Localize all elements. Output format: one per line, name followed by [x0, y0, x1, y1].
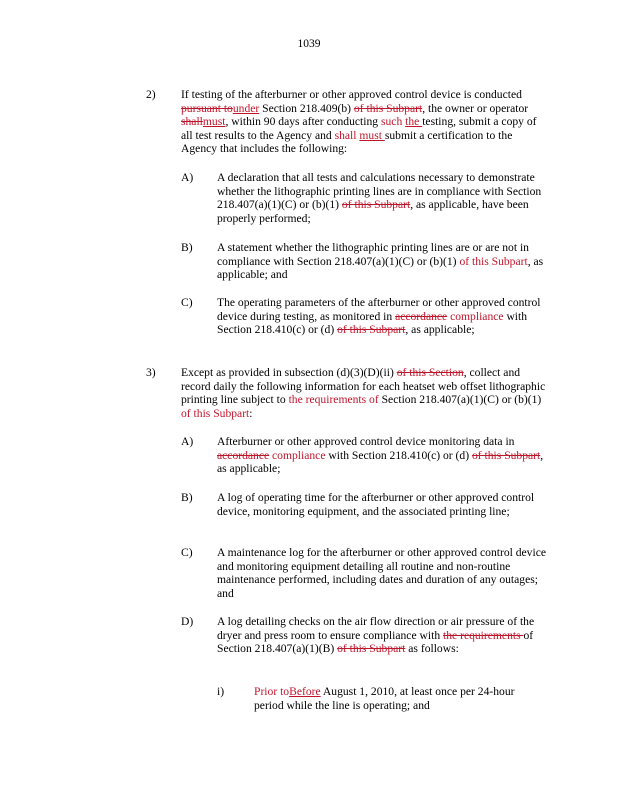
text-segment: , the owner or operator — [422, 101, 529, 115]
deleted-text: of this Subpart — [471, 448, 541, 462]
subparagraph-marker: B) — [181, 491, 193, 504]
text-segment: , as applicable; — [405, 323, 475, 337]
text-segment: A declaration that all tests and calculations necessary to demonstrate whether the lithographic printing lines are in compliance with Section 218.407(a)(1)(C) or (b)(1) — [217, 171, 542, 212]
inserted-text: such — [380, 115, 406, 129]
paragraph-body — [181, 88, 546, 156]
inserted-text: of this Subpart — [181, 406, 250, 420]
text-segment: submit a certification to the Agency that includes the following: — [181, 128, 513, 156]
inserted-text: compliance — [447, 309, 507, 323]
inserted-text: shall — [334, 128, 360, 142]
subparagraph-body — [217, 296, 546, 337]
text-segment: A statement whether the lithographic printing lines are or are not in compliance with Section 218.407(a)(1)(C) or (b)(1) — [217, 241, 529, 268]
deleted-text: shall — [181, 115, 203, 129]
text-segment: with Section 218.410(c) or (d) — [328, 448, 472, 462]
text-segment: A maintenance log for the afterburner or other approved control device and monitoring equipment detailing all routine and non-routine maintenance performed, including dates and duration of any outages; and — [217, 546, 546, 600]
text-segment: Section 218.409(b) — [259, 101, 354, 115]
inserted-text: of this Subpart — [459, 254, 528, 268]
text-segment: The operating parameters of the afterburner or other approved control device during testing, as monitored in — [217, 296, 541, 323]
text-segment: of Section 218.407(a)(1)(B) — [217, 628, 534, 656]
subparagraph-body — [217, 435, 546, 476]
deleted-text: accordance — [395, 309, 448, 323]
subparagraph-marker: D) — [181, 615, 194, 628]
inserted-text: Before — [289, 685, 321, 698]
subsubparagraph-body — [254, 685, 546, 712]
deleted-text: of this Subpart — [341, 198, 411, 212]
subparagraph-body — [217, 241, 546, 282]
paragraph-marker: 2) — [146, 88, 156, 101]
subparagraph-marker: C) — [181, 296, 193, 309]
text-segment: August 1, 2010, at least once per 24-hour period while the line is operating; and — [254, 685, 515, 712]
subparagraph-marker: A) — [181, 435, 194, 448]
text-segment: A log detailing checks on the air flow direction or air pressure of the dryer and press room to ensure compliance with — [217, 615, 535, 642]
deleted-text: the requirements — [443, 628, 524, 642]
text-segment: : — [249, 406, 253, 420]
inserted-text: under — [232, 101, 260, 115]
inserted-text: must — [202, 115, 226, 129]
deleted-text: of this Subpart — [337, 642, 406, 656]
deleted-text: of this Subpart — [353, 101, 423, 115]
text-segment: with Section 218.410(c) or (d) — [217, 309, 528, 337]
deleted-text: of this Section — [396, 366, 464, 379]
deleted-text: of this Subpart — [337, 323, 406, 337]
deleted-text: pursuant to — [181, 101, 233, 115]
subsubparagraph-marker: i) — [217, 685, 225, 698]
subparagraph-body — [217, 615, 546, 656]
text-segment: , as applicable; — [217, 448, 544, 476]
text-segment: If testing of the afterburner or other approved control device is conducted — [181, 88, 522, 101]
inserted-text: the — [405, 115, 423, 129]
text-segment: , as applicable, have been properly performed; — [217, 198, 529, 225]
text-segment: testing, submit a copy of all test results to the Agency and — [181, 115, 537, 142]
subparagraph-body — [217, 546, 546, 600]
inserted-text: compliance — [269, 448, 329, 462]
text-segment: Section 218.407(a)(1)(C) or (b)(1) — [381, 393, 542, 407]
paragraph-marker: 3) — [146, 366, 156, 379]
text-segment: Afterburner or other approved control device monitoring data in — [217, 435, 515, 448]
inserted-text: the requirements of — [288, 393, 382, 407]
paragraph-body — [181, 366, 546, 420]
inserted-text: must — [359, 128, 385, 142]
page-number: 1039 — [297, 38, 321, 50]
text-segment: A log of operating time for the afterburner or other approved control device, monitoring equipment, and the associated printing line; — [217, 491, 535, 518]
subparagraph-marker: B) — [181, 241, 193, 254]
subparagraph-body — [217, 491, 546, 518]
subparagraph-marker: A) — [181, 171, 194, 184]
text-segment: , within 90 days after conducting — [225, 115, 381, 129]
text-segment: , collect and record daily the following information for each heatset web offset lithographic printing line subject to — [181, 366, 546, 407]
text-segment: , as applicable; and — [217, 254, 544, 282]
subparagraph-marker: C) — [181, 546, 193, 559]
text-segment: Except as provided in subsection (d)(3)(D)(ii) — [181, 366, 397, 379]
inserted-text: Prior to — [254, 685, 290, 698]
text-segment: as follows: — [405, 642, 459, 656]
subparagraph-body — [217, 171, 546, 225]
deleted-text: accordance — [217, 448, 270, 462]
